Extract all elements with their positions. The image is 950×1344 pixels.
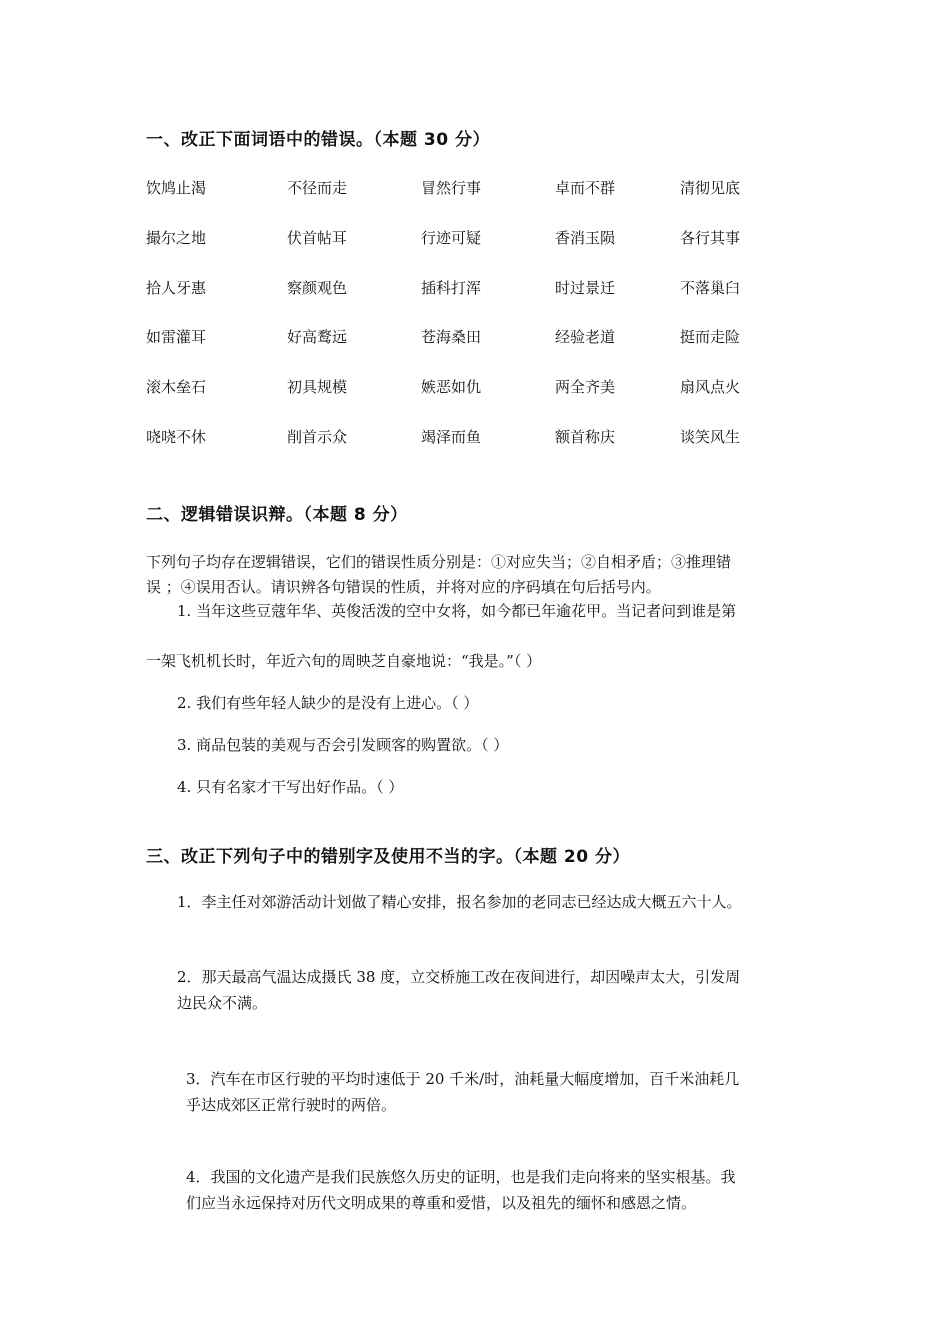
word-cell: 额首称庆: [555, 428, 616, 446]
word-cell: 行迹可疑: [421, 229, 482, 247]
word-cell: 伏首帖耳: [287, 229, 348, 247]
word-cell: 撮尔之地: [146, 229, 207, 247]
word-cell: 好高鹜远: [287, 328, 348, 346]
word-cell: 各行其事: [680, 229, 741, 247]
word-cell: 不径而走: [287, 179, 348, 197]
section3-item2-line1: 2．那天最高气温达成摄氏 38 度，立交桥施工改在夜间进行，却因噪声太大，引发周: [177, 968, 741, 986]
word-cell: 两全齐美: [555, 378, 616, 396]
section2-item1-line2: 一架飞机机长时，年近六旬的周映芝自豪地说：“我是。”（ ）: [146, 652, 542, 670]
section2-intro-line1: 下列句子均存在逻辑错误，它们的错误性质分别是：①对应失当；②自相矛盾；③推理错: [146, 553, 732, 571]
section2-title: 二、逻辑错误识辩。（本题 8 分）: [146, 505, 408, 525]
word-cell: 卓而不群: [555, 179, 616, 197]
word-cell: 竭泽而鱼: [421, 428, 482, 446]
section3-item4-line1: 4．我国的文化遗产是我们民族悠久历史的证明，也是我们走向将来的坚实根基。我: [186, 1168, 736, 1186]
word-cell: 哓哓不休: [146, 428, 207, 446]
word-cell: 拾人牙惠: [146, 279, 207, 297]
word-cell: 滚木垒石: [146, 378, 207, 396]
word-cell: 经验老道: [555, 328, 616, 346]
word-cell: 削首示众: [287, 428, 348, 446]
word-cell: 如雷灌耳: [146, 328, 207, 346]
word-cell: 挺而走险: [680, 328, 741, 346]
section3-item3-line2: 乎达成郊区正常行驶时的两倍。: [186, 1096, 397, 1114]
section2-intro-line2: 误 ；④误用否认。请识辨各句错误的性质，并将对应的序码填在句后括号内。: [146, 578, 661, 596]
section3-item1: 1．李主任对郊游活动计划做了精心安排，报名参加的老同志已经达成大概五六十人。: [177, 893, 742, 911]
word-cell: 香消玉陨: [555, 229, 616, 247]
word-cell: 初具规模: [287, 378, 348, 396]
word-cell: 察颜观色: [287, 279, 348, 297]
word-cell: 清彻见底: [680, 179, 741, 197]
word-cell: 插科打浑: [421, 279, 482, 297]
word-cell: 不落巢臼: [680, 279, 741, 297]
word-cell: 饮鸠止渴: [146, 179, 207, 197]
section3-title: 三、改正下列句子中的错别字及使用不当的字。（本题 20 分）: [146, 847, 630, 867]
section2-item3: 3. 商品包装的美观与否会引发顾客的购置欲。（ ）: [177, 736, 509, 754]
section3-item4-line2: 们应当永远保持对历代文明成果的尊重和爱惜，以及祖先的缅怀和感恩之情。: [186, 1194, 697, 1212]
section2-item4: 4. 只有名家才干写出好作品。（ ）: [177, 778, 404, 796]
section3-item2-line2: 边民众不满。: [177, 994, 268, 1012]
word-cell: 扇风点火: [680, 378, 741, 396]
word-cell: 嫉恶如仇: [421, 378, 482, 396]
section3-item3-line1: 3．汽车在市区行驶的平均时速低于 20 千米/时，油耗量大幅度增加，百千米油耗几: [186, 1070, 740, 1088]
section2-item2: 2. 我们有些年轻人缺少的是没有上进心。（ ）: [177, 694, 479, 712]
word-cell: 苍海桑田: [421, 328, 482, 346]
word-cell: 时过景迁: [555, 279, 616, 297]
word-cell: 冒然行事: [421, 179, 482, 197]
word-cell: 谈笑风生: [680, 428, 741, 446]
section1-title: 一、改正下面词语中的错误。（本题 30 分）: [146, 130, 490, 150]
section2-item1-line1: 1. 当年这些豆蔻年华、英俊活泼的空中女将，如今都已年逾花甲。当记者问到谁是第: [177, 602, 737, 620]
